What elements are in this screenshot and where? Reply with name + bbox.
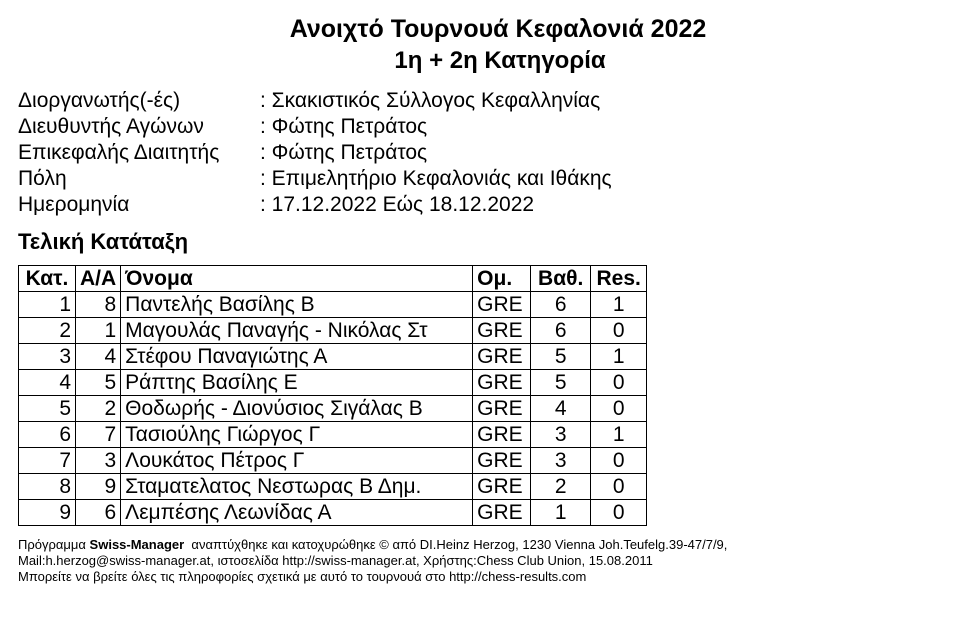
cell-rank: 9 [19,500,76,526]
cell-federation: GRE [473,344,531,370]
info-label: Διευθυντής Αγώνων [18,115,204,138]
cell-federation: GRE [473,292,531,318]
table-row [19,474,647,500]
cell-federation: GRE [473,422,531,448]
info-value: : Σκακιστικός Σύλλογος Κεφαλληνίας [260,89,601,112]
cell-rank: 3 [19,344,76,370]
footer-line-2: Mail:h.herzog@swiss-manager.at, ιστοσελίδα http://swiss-manager.at, Χρήστης:Chess Club Union, 15.08.2011 [18,553,653,568]
table-row [19,422,647,448]
cell-player-name: Σταματελατος Νεστωρας Β Δημ. [121,474,473,500]
cell-points: 6 [531,318,591,344]
column-header-federation: Ομ. [473,266,531,292]
table-row [19,292,647,318]
table-row [19,318,647,344]
table-row [19,370,647,396]
info-value: : Φώτης Πετράτος [260,141,428,164]
cell-player-name: Λουκάτος Πέτρος Γ [121,448,473,474]
cell-federation: GRE [473,500,531,526]
column-header-points: Βαθ. [531,266,591,292]
cell-start-number: 9 [76,474,121,500]
cell-start-number: 4 [76,344,121,370]
cell-player-name: Μαγουλάς Παναγής - Νικόλας Στ [121,318,473,344]
tournament-subtitle: 1η + 2η Κατηγορία [394,47,606,74]
cell-rank: 8 [19,474,76,500]
section-title-final-ranking: Τελική Κατάταξη [18,229,189,254]
cell-result: 0 [591,396,647,422]
table-header-row [19,266,647,292]
info-row-date [18,192,612,218]
cell-rank: 1 [19,292,76,318]
cell-federation: GRE [473,370,531,396]
cell-player-name: Λεμπέσης Λεωνίδας Α [121,500,473,526]
info-value: : Φώτης Πετράτος [260,115,428,138]
cell-points: 5 [531,370,591,396]
cell-result: 0 [591,448,647,474]
cell-rank: 5 [19,396,76,422]
info-value: : Επιμελητήριο Κεφαλονιάς και Ιθάκης [260,167,612,190]
cell-federation: GRE [473,474,531,500]
cell-player-name: Τασιούλης Γιώργος Γ [121,422,473,448]
footer-suffix: αναπτύχθηκε και κατοχυρώθηκε © από DI.Heinz Herzog, 1230 Vienna Joh.Teufelg.39-47/7/9, [184,537,728,552]
footer-brand: Swiss-Manager [89,537,185,552]
cell-player-name: Θοδωρής - Διονύσιος Σιγάλας Β [121,396,473,422]
tournament-title: Ανοιχτό Τουρνουά Κεφαλονιά 2022 [289,15,707,43]
cell-points: 4 [531,396,591,422]
info-label: Διοργανωτής(-ές) [18,89,181,112]
footer-line-3: Μπορείτε να βρείτε όλες τις πληροφορίες σχετικά με αυτό το τουρνουά στο http://chess-results.com [18,569,587,584]
cell-points: 2 [531,474,591,500]
cell-rank: 7 [19,448,76,474]
cell-federation: GRE [473,318,531,344]
cell-result: 0 [591,474,647,500]
cell-result: 0 [591,318,647,344]
info-row-director [18,114,612,140]
cell-start-number: 8 [76,292,121,318]
cell-federation: GRE [473,448,531,474]
info-label: Ημερομηνία [18,193,130,216]
table-row [19,448,647,474]
cell-rank: 4 [19,370,76,396]
table-row [19,500,647,526]
cell-start-number: 1 [76,318,121,344]
cell-player-name: Στέφου Παναγιώτης Α [121,344,473,370]
cell-result: 1 [591,344,647,370]
table-row [19,396,647,422]
cell-player-name: Ράπτης Βασίλης Ε [121,370,473,396]
info-row-city [18,166,612,192]
cell-start-number: 6 [76,500,121,526]
column-header-rank: Κατ. [19,266,76,292]
cell-result: 0 [591,500,647,526]
tournament-info [18,88,612,218]
cell-result: 0 [591,370,647,396]
cell-points: 1 [531,500,591,526]
cell-points: 6 [531,292,591,318]
info-row-chief-arbiter [18,140,612,166]
cell-points: 5 [531,344,591,370]
column-header-start-number: Α/Α [76,266,121,292]
cell-start-number: 2 [76,396,121,422]
column-header-name: Όνομα [121,266,473,292]
column-header-result: Res. [591,266,647,292]
footer-credits [18,537,727,585]
cell-start-number: 5 [76,370,121,396]
info-row-organizer [18,88,612,114]
ranking-table [18,265,647,526]
cell-points: 3 [531,422,591,448]
cell-result: 1 [591,292,647,318]
footer-prefix: Πρόγραμμα [18,537,90,552]
info-value: : 17.12.2022 Εώς 18.12.2022 [260,193,535,216]
footer-line-1 [18,537,727,553]
cell-rank: 2 [19,318,76,344]
cell-player-name: Παντελής Βασίλης Β [121,292,473,318]
cell-points: 3 [531,448,591,474]
cell-result: 1 [591,422,647,448]
cell-start-number: 7 [76,422,121,448]
cell-start-number: 3 [76,448,121,474]
table-row [19,344,647,370]
info-label: Επικεφαλής Διαιτητής [18,141,220,164]
cell-rank: 6 [19,422,76,448]
info-label: Πόλη [18,167,67,190]
cell-federation: GRE [473,396,531,422]
